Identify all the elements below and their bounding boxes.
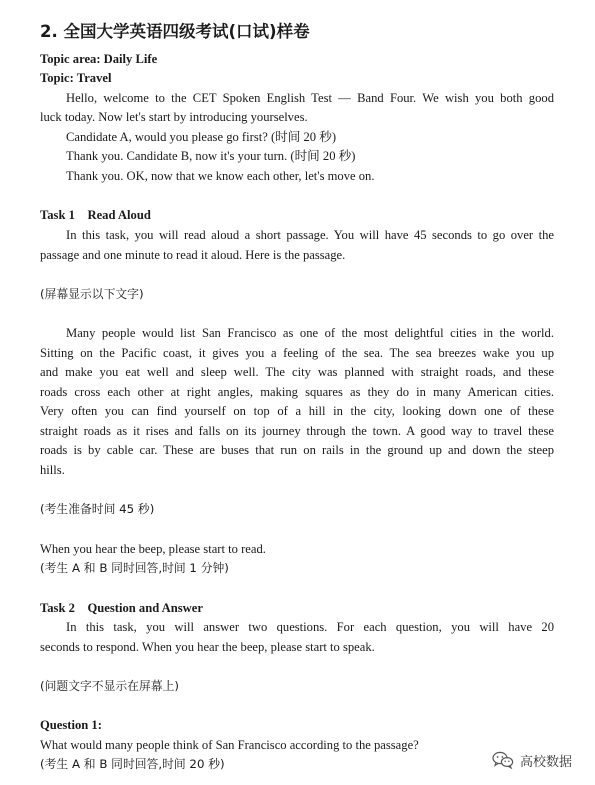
task2-instruction: In this task, you will answer two questions. For each question, you will have 20 <box>66 620 554 634</box>
task1-answer-note: (考生 A 和 B 同时回答,时间 1 分钟) <box>40 561 229 575</box>
task1-title: Task 1 Read Aloud <box>40 208 151 222</box>
topic-area: Topic area: Daily Life <box>40 52 158 66</box>
task2-screen-note: (问题文字不显示在屏幕上) <box>40 679 179 693</box>
watermark-text: 高校数据 <box>520 754 573 770</box>
question1-label: Question 1: <box>40 718 102 732</box>
task2-title: Task 2 Question and Answer <box>40 601 203 615</box>
passage-line: and make you eat well and sleep well. The city was planned with straight roads, and these <box>40 365 554 379</box>
intro-line: Candidate A, would you please go first? (时间 20 秒) <box>66 130 337 144</box>
passage-line: straight roads as it rises and falls on its journey through the town. A good way to travel these <box>40 424 554 438</box>
task1-instruction: passage and one minute to read it aloud. Here is the passage. <box>40 248 346 262</box>
task1-instruction: In this task, you will read aloud a short passage. You will have 45 seconds to go over the <box>66 228 554 242</box>
task1-screen-note: (屏幕显示以下文字) <box>40 287 144 301</box>
intro-line: luck today. Now let's start by introducing yourselves. <box>40 110 308 124</box>
task1-beep-instruction: When you hear the beep, please start to read. <box>40 542 266 556</box>
passage-line: hills. <box>40 463 65 477</box>
watermark <box>492 748 572 772</box>
topic: Topic: Travel <box>40 71 112 85</box>
passage-line: Many people would list San Francisco as one of the most delightful cities in the world. <box>66 326 554 340</box>
intro-line: Hello, welcome to the CET Spoken English Test — Band Four. We wish you both good <box>66 91 554 105</box>
passage-line: roads cross each other at right angles, making squares as they do in many American cities. <box>40 385 554 399</box>
question1-note: (考生 A 和 B 同时回答,时间 20 秒) <box>40 757 225 771</box>
task2-instruction: seconds to respond. When you hear the beep, please start to speak. <box>40 640 375 654</box>
passage-line: Very often you can find yourself on top of a hill in the city, looking down one of these <box>40 404 554 418</box>
passage-line: roads is by cable car. These are buses that run on rails in the ground up and down the steep <box>40 443 554 457</box>
question1-text: What would many people think of San Francisco according to the passage? <box>40 738 419 752</box>
passage-line: Sitting on the Pacific coast, it gives you a feeling of the sea. The sea breezes wake you up <box>40 346 554 360</box>
page-title: 2. 全国大学英语四级考试(口试)样卷 <box>40 22 310 41</box>
task1-prep-note: (考生准备时间 45 秒) <box>40 502 155 516</box>
intro-line: Thank you. OK, now that we know each other, let's move on. <box>66 169 375 183</box>
intro-line: Thank you. Candidate B, now it's your turn. (时间 20 秒) <box>66 149 356 163</box>
wechat-icon <box>492 751 514 769</box>
